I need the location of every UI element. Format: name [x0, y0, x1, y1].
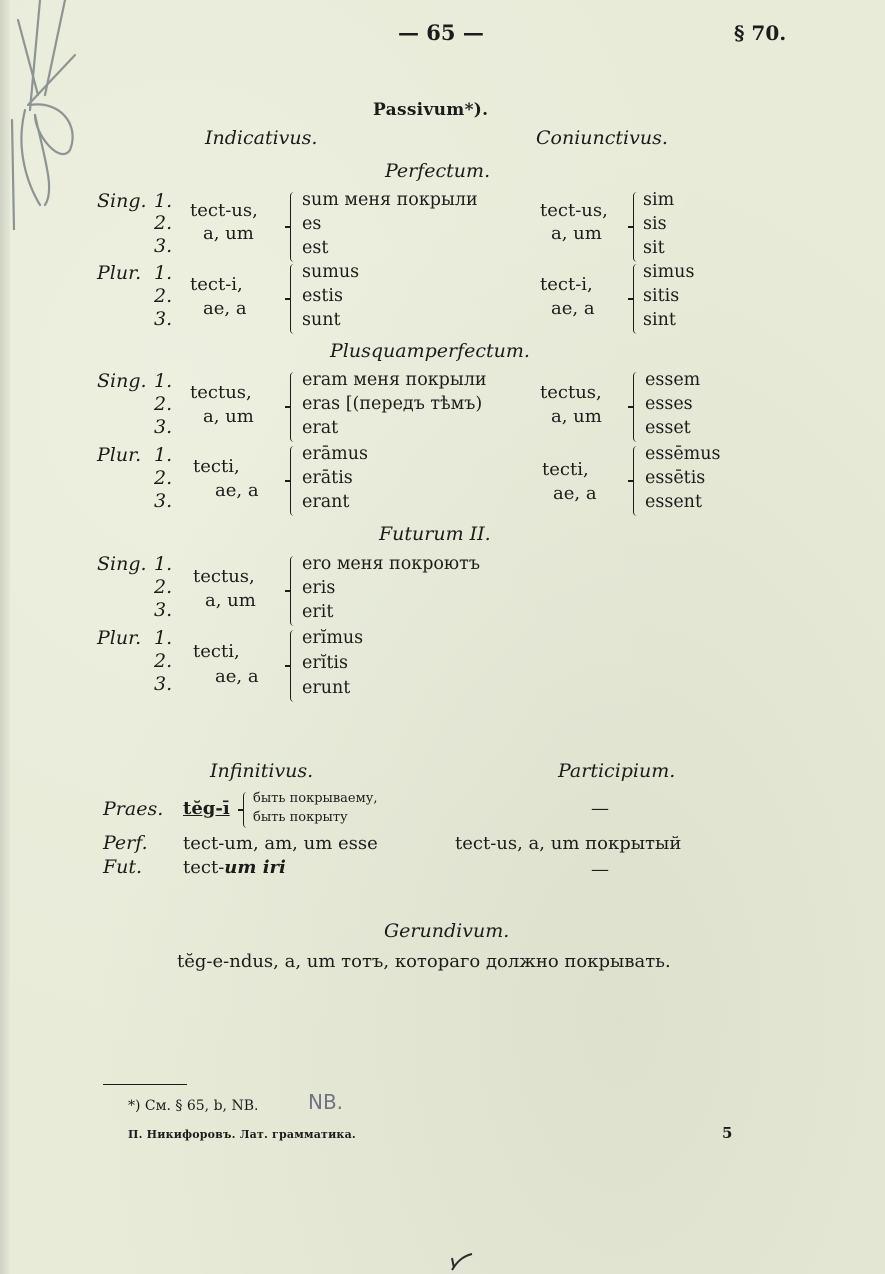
- form: essem: [645, 370, 701, 390]
- form: sim: [643, 190, 675, 210]
- person-3: 3.: [154, 599, 173, 621]
- person-2: 2.: [154, 650, 173, 672]
- infinitive-perfect-form: tect-um, am, um esse: [183, 833, 378, 854]
- person-2: 2.: [154, 467, 173, 489]
- label-perf: Perf.: [103, 832, 148, 854]
- gloss: быть покрыту: [253, 810, 348, 825]
- person-2: 2.: [154, 393, 173, 415]
- brace: [633, 446, 642, 516]
- participle-perfect: tect-us, a, um покрытый: [455, 833, 682, 854]
- form: eras [(передъ тѣмъ): [302, 394, 483, 414]
- stem-line2: ae, a: [553, 483, 597, 504]
- stem-line2: ae, a: [551, 298, 595, 319]
- form: ero меня покроютъ: [302, 554, 480, 574]
- stem-line2: a, um: [205, 590, 256, 611]
- page-number: — 65 —: [398, 20, 484, 45]
- signature-mark: 5: [722, 1124, 733, 1142]
- stem-line2: a, um: [203, 406, 254, 427]
- participle-present: —: [591, 798, 609, 819]
- form: erit: [302, 602, 334, 622]
- stem-line1: tectus,: [190, 382, 252, 403]
- form: erātis: [302, 468, 353, 488]
- participle-future: —: [591, 859, 609, 880]
- stem-line1: tect-i,: [540, 274, 593, 295]
- binding-thread-icon: [0, 0, 110, 230]
- brace: [290, 556, 299, 626]
- stem-line2: ae, a: [215, 666, 259, 687]
- label-praes: Praes.: [103, 798, 164, 820]
- page-title: Passivum*).: [373, 100, 489, 120]
- stem-line1: tect-i,: [190, 274, 243, 295]
- footnote-text: *) См. § 65, b, NB.: [128, 1098, 259, 1114]
- form: esset: [645, 418, 691, 438]
- brace: [633, 264, 642, 334]
- form: esses: [645, 394, 693, 414]
- form: sint: [643, 310, 676, 330]
- tense-heading-futurum: Futurum II.: [379, 523, 491, 545]
- conjunctive-heading: Coniunctivus.: [536, 127, 668, 149]
- person-1: 1.: [154, 444, 173, 466]
- label-sing: Sing.: [97, 553, 147, 575]
- person-3: 3.: [154, 673, 173, 695]
- person-3: 3.: [154, 235, 173, 257]
- footnote-rule: [103, 1084, 187, 1085]
- imprint-line: П. Никифоровъ. Лат. грамматика.: [128, 1128, 356, 1141]
- person-3: 3.: [154, 308, 173, 330]
- stem-line1: tectus,: [193, 566, 255, 587]
- label-plur: Plur.: [97, 444, 142, 466]
- infinitive-future-form: [183, 856, 286, 879]
- label-plur: Plur.: [97, 627, 142, 649]
- infinitive-present-form: tĕg-ī: [183, 798, 230, 819]
- form-prefix: tect-: [183, 857, 225, 878]
- person-2: 2.: [154, 576, 173, 598]
- form: sis: [643, 214, 667, 234]
- pencil-note: NB.: [308, 1090, 344, 1114]
- brace: [290, 192, 299, 262]
- form: essētis: [645, 468, 706, 488]
- form: es: [302, 214, 322, 234]
- brace: [290, 372, 299, 442]
- form: simus: [643, 262, 695, 282]
- brace: [290, 446, 299, 516]
- tense-heading-plusquamperfectum: Plusquamperfectum.: [330, 340, 530, 362]
- form: erant: [302, 492, 350, 512]
- person-3: 3.: [154, 490, 173, 512]
- form: erunt: [302, 678, 351, 698]
- form: eris: [302, 578, 336, 598]
- form: sumus: [302, 262, 360, 282]
- brace: [633, 372, 642, 442]
- label-plur: Plur.: [97, 262, 142, 284]
- stem-line2: a, um: [551, 223, 602, 244]
- stem-line2: ae, a: [215, 480, 259, 501]
- form-ending: um iri: [224, 857, 286, 878]
- gerundive-text: tĕg-e-ndus, a, um тотъ, котораго должно покрывать.: [177, 951, 671, 972]
- form: eram меня покрыли: [302, 370, 487, 390]
- indicative-heading: Indicativus.: [205, 127, 318, 149]
- ink-mark-icon: [450, 1250, 474, 1272]
- person-2: 2.: [154, 212, 173, 234]
- brace: [633, 192, 642, 262]
- label-sing: Sing.: [97, 370, 147, 392]
- label-sing: Sing.: [97, 190, 147, 212]
- gloss: быть покрываему,: [253, 791, 378, 806]
- stem-line2: ae, a: [203, 298, 247, 319]
- form: erĭmus: [302, 628, 364, 648]
- form: erāmus: [302, 444, 369, 464]
- form: sit: [643, 238, 665, 258]
- brace: [290, 630, 299, 702]
- person-3: 3.: [154, 416, 173, 438]
- section-number: § 70.: [734, 21, 787, 45]
- participle-heading: Participium.: [558, 760, 676, 782]
- form: est: [302, 238, 329, 258]
- form: erat: [302, 418, 339, 438]
- form: estis: [302, 286, 343, 306]
- tense-heading-perfectum: Perfectum.: [385, 160, 491, 182]
- form: essēmus: [645, 444, 721, 464]
- stem-line2: a, um: [551, 406, 602, 427]
- form: sitis: [643, 286, 680, 306]
- brace: [290, 264, 299, 334]
- person-2: 2.: [154, 285, 173, 307]
- stem-line2: a, um: [203, 223, 254, 244]
- gerundive-heading: Gerundivum.: [384, 920, 510, 942]
- stem-line1: tectus,: [540, 382, 602, 403]
- person-1: 1.: [154, 627, 173, 649]
- form: erĭtis: [302, 653, 348, 673]
- stem-line1: tect-us,: [540, 200, 608, 221]
- person-1: 1.: [154, 553, 173, 575]
- person-1: 1.: [154, 370, 173, 392]
- person-1: 1.: [154, 262, 173, 284]
- form: sum меня покрыли: [302, 190, 478, 210]
- stem-line1: tecti,: [193, 456, 240, 477]
- form: essent: [645, 492, 702, 512]
- stem-line1: tecti,: [193, 641, 240, 662]
- stem-line1: tecti,: [542, 459, 589, 480]
- form: sunt: [302, 310, 341, 330]
- stem-line1: tect-us,: [190, 200, 258, 221]
- label-fut: Fut.: [103, 856, 143, 878]
- infinitive-heading: Infinitivus.: [210, 760, 314, 782]
- person-1: 1.: [154, 190, 173, 212]
- brace: [243, 792, 252, 828]
